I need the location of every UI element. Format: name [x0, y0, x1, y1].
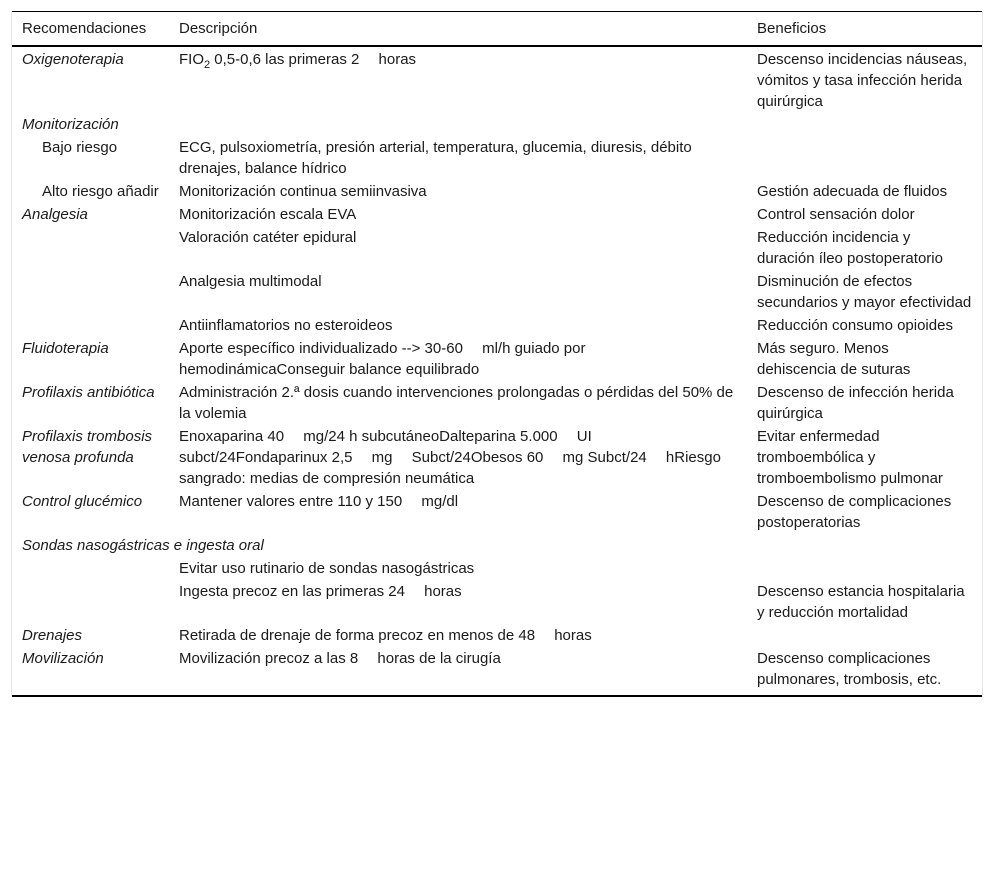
desc-prefix: FIO: [179, 51, 204, 68]
table-row: [12, 425, 982, 490]
cell-beneficios: [747, 557, 982, 580]
table-body: [12, 46, 982, 696]
cell-beneficios: Gestión adecuada de fluidos: [757, 183, 948, 200]
cell-recomendacion: [12, 557, 169, 580]
cell-recomendacion: [12, 314, 169, 337]
cell-descripcion: Valoración catéter epidural: [179, 229, 357, 246]
cell-recomendacion: Drenajes: [22, 627, 83, 644]
header-descripcion: Descripción: [169, 12, 747, 47]
table-row: [12, 337, 982, 381]
cell-descripcion: [169, 46, 747, 113]
table-row: [12, 46, 982, 113]
desc-text: 0,5-0,6 las primeras 2 horas: [210, 51, 417, 68]
table-row: [12, 180, 982, 203]
cell-descripcion: Antiinflamatorios no esteroideos: [179, 317, 393, 334]
header-beneficios: Beneficios: [747, 12, 982, 47]
cell-descripcion: Evitar uso rutinario de sondas nasogástricas: [179, 560, 475, 577]
table-row: [12, 270, 982, 314]
cell-beneficios: Más seguro. Menos dehiscencia de suturas: [757, 340, 911, 378]
cell-recomendacion: [12, 270, 169, 314]
table-row: [12, 534, 982, 557]
cell-recomendacion: Fluidoterapia: [22, 340, 109, 357]
cell-descripcion: Administración 2.ª dosis cuando intervenciones prolongadas o pérdidas del 50% de la volemia: [179, 384, 734, 422]
cell-descripcion: Retirada de drenaje de forma precoz en menos de 48 horas: [179, 627, 592, 644]
cell-beneficios: Reducción consumo opioides: [757, 317, 953, 334]
cell-descripcion: Movilización precoz a las 8 horas de la cirugía: [169, 647, 747, 696]
cell-beneficios: Descenso de complicaciones postoperatorias: [757, 493, 952, 531]
cell-beneficios: [747, 136, 982, 180]
cell-recomendacion: Sondas nasogástricas e ingesta oral: [22, 537, 264, 554]
cell-beneficios: Descenso incidencias náuseas, vómitos y tasa infección herida quirúrgica: [757, 51, 968, 110]
table-row: [12, 136, 982, 180]
cell-descripcion: Mantener valores entre 110 y 150 mg/dl: [179, 493, 459, 510]
table-row: [12, 226, 982, 270]
cell-descripcion: Enoxaparina 40 mg/24 h subcutáneoDalteparina 5.000 UI subct/24Fondaparinux 2,5 mg Subct/24Obesos 60 mg Subct/24 hRiesgo sangrado: medias de compresión neumática: [179, 428, 721, 487]
cell-recomendacion: Movilización: [12, 647, 169, 696]
table-row: [12, 580, 982, 624]
cell-beneficios: Descenso de infección herida quirúrgica: [757, 384, 954, 422]
cell-descripcion: Analgesia multimodal: [179, 273, 322, 290]
recommendations-table-container: [11, 11, 983, 697]
cell-beneficios: Descenso complicaciones pulmonares, trombosis, etc.: [747, 647, 982, 696]
cell-recomendacion: [12, 580, 169, 624]
table-row: [12, 557, 982, 580]
cell-descripcion: Monitorización escala EVA: [179, 206, 357, 223]
cell-recomendacion: [12, 226, 169, 270]
cell-descripcion: ECG, pulsoxiometría, presión arterial, temperatura, glucemia, diuresis, débito drenajes, balance hídrico: [179, 139, 692, 177]
cell-beneficios: Control sensación dolor: [757, 206, 915, 223]
cell-recomendacion: Profilaxis antibiótica: [22, 384, 155, 401]
cell-beneficios: Descenso estancia hospitalaria y reducción mortalidad: [757, 583, 965, 621]
cell-recomendacion: Monitorización: [22, 116, 119, 133]
cell-descripcion: Aporte específico individualizado --> 30-60 ml/h guiado por hemodinámicaConseguir balance equilibrado: [179, 340, 586, 378]
cell-descripcion: Monitorización continua semiinvasiva: [179, 183, 427, 200]
table-row: [12, 314, 982, 337]
table-row: [12, 203, 982, 226]
cell-recomendacion: Profilaxis trombosis venosa profunda: [22, 428, 153, 466]
desc-subscript: 2: [204, 59, 211, 71]
table-row: [12, 647, 982, 696]
header-recomendaciones: Recomendaciones: [12, 12, 169, 47]
cell-recomendacion: Analgesia: [22, 206, 88, 223]
table-header-row: [12, 12, 982, 47]
cell-recomendacion: Oxigenoterapia: [22, 51, 124, 68]
table-row: [12, 381, 982, 425]
cell-descripcion: Ingesta precoz en las primeras 24 horas: [179, 583, 462, 600]
cell-recomendacion: Control glucémico: [22, 493, 143, 510]
cell-recomendacion: Alto riesgo añadir: [42, 183, 159, 200]
cell-beneficios: [747, 624, 982, 647]
cell-beneficios: Disminución de efectos secundarios y mayor efectividad: [757, 273, 972, 311]
table-row: [12, 624, 982, 647]
cell-recomendacion: Bajo riesgo: [42, 139, 118, 156]
table-row: [12, 113, 982, 136]
recommendations-table: [12, 11, 982, 697]
table-row: [12, 490, 982, 534]
cell-beneficios: Evitar enfermedad tromboembólica y tromboembolismo pulmonar: [757, 428, 943, 487]
cell-beneficios: Reducción incidencia y duración íleo postoperatorio: [757, 229, 943, 267]
